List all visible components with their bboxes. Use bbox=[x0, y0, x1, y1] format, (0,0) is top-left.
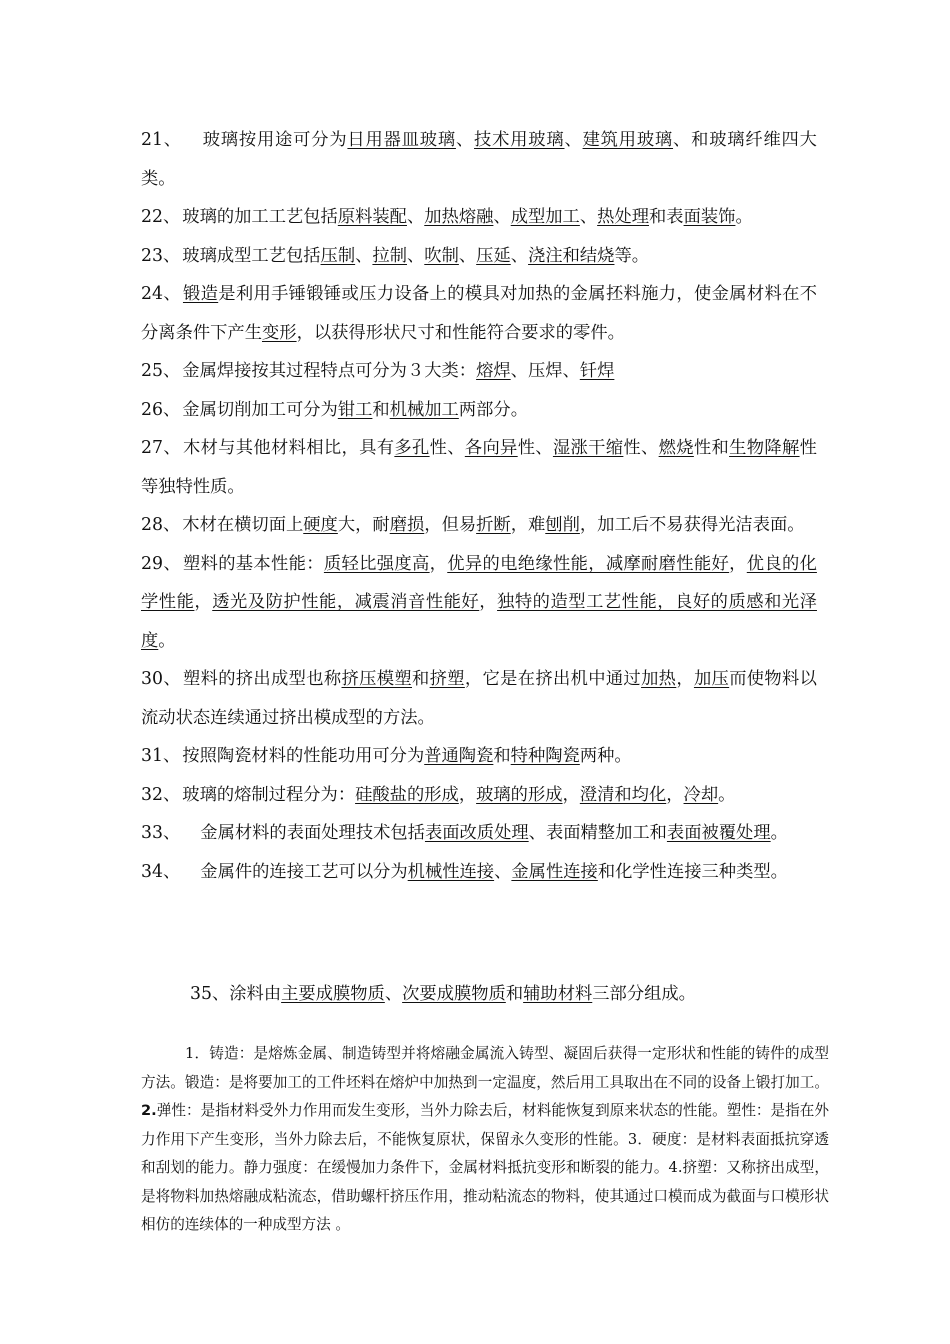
answer-blank: 吹制 bbox=[424, 245, 459, 266]
list-item: 28、 木材在横切面上硬度大，耐磨损，但易折断，难刨削，加工后不易获得光洁表面。 bbox=[141, 515, 805, 535]
list-item: 22、 玻璃的加工工艺包括原料装配、加热熔融、成型加工、热处理和表面装饰。 bbox=[141, 207, 753, 227]
answer-blank: 湿涨干缩 bbox=[552, 438, 624, 458]
item-number: 34、 bbox=[141, 861, 181, 882]
answer-blank: 质轻比强度高 bbox=[323, 553, 430, 574]
answer-blank: 加热熔融 bbox=[424, 207, 494, 227]
answer-blank: 独特的造型工艺性能，良好的质感和光泽度 bbox=[141, 592, 817, 651]
answer-blank: 生物降解 bbox=[729, 438, 800, 458]
answer-blank: 浇注和结烧 bbox=[528, 245, 615, 266]
item-number: 32、 bbox=[141, 784, 181, 805]
list-item: 26、 金属切削加工可分为钳工和机械加工两部分。 bbox=[141, 399, 528, 420]
item-number: 22、 bbox=[141, 207, 181, 227]
answer-blank: 优异的电绝缘性能，减摩耐磨性能好 bbox=[447, 553, 730, 574]
list-item: 34、 金属件的连接工艺可以分为机械性连接、金属性连接和化学性连接三种类型。 bbox=[141, 861, 788, 882]
answer-blank: 挤压模塑 bbox=[341, 669, 412, 689]
answer-blank: 主要成膜物质 bbox=[281, 984, 385, 1004]
item-number: 28、 bbox=[141, 515, 181, 535]
answer-blank: 特种陶瓷 bbox=[510, 746, 580, 766]
list-item: 32、 玻璃的熔制过程分为：硅酸盐的形成，玻璃的形成，澄清和均化，冷却。 bbox=[141, 784, 736, 805]
answer-blank: 次要成膜物质 bbox=[402, 984, 506, 1004]
answer-blank: 日用器皿玻璃 bbox=[347, 130, 456, 150]
answer-blank: 冷却 bbox=[683, 784, 719, 805]
item-number: 24、 bbox=[141, 284, 181, 304]
answer-blank: 建筑用玻璃 bbox=[582, 130, 674, 150]
item-number: 26、 bbox=[141, 399, 181, 420]
answer-blank: 表面改质处理 bbox=[424, 823, 529, 843]
answer-blank: 金属性连接 bbox=[511, 861, 598, 882]
answer-blank: 硬度 bbox=[303, 515, 338, 535]
answer-blank: 拉制 bbox=[372, 245, 407, 266]
answer-blank: 辅助材料 bbox=[523, 984, 593, 1004]
answer-blank: 加热 bbox=[641, 669, 677, 689]
answer-blank: 燃烧 bbox=[658, 438, 694, 458]
item-number: 27、 bbox=[141, 438, 181, 458]
answer-blank: 折断 bbox=[476, 515, 511, 535]
answer-blank: 技术用玻璃 bbox=[474, 130, 565, 150]
answer-blank: 热处理 bbox=[597, 207, 649, 227]
answer-blank: 锻造 bbox=[182, 284, 219, 304]
answer-blank: 成型加工 bbox=[510, 207, 580, 227]
list-item-35: 35、涂料由主要成膜物质、次要成膜物质和辅助材料三部分组成。 bbox=[190, 984, 696, 1004]
answer-blank: 表面被覆处理 bbox=[666, 823, 771, 843]
answer-blank: 钎焊 bbox=[579, 361, 615, 381]
item-number: 33、 bbox=[141, 823, 181, 843]
list-item: 25、 金属焊接按其过程特点可分为３大类：熔焊、压焊、钎焊 bbox=[141, 361, 615, 381]
answer-blank: 钳工 bbox=[337, 399, 373, 420]
answer-blank: 熔焊 bbox=[476, 361, 511, 381]
list-item: 30、 塑料的挤出成型也称挤压模塑和挤塑，它是在挤出机中通过加热，加压而使物料以流动状态连续通过挤出模成型的方法。 bbox=[141, 669, 817, 728]
answer-blank: 压制 bbox=[320, 245, 356, 266]
definitions-paragraph: 1．铸造：是熔炼金属、制造铸型并将熔融金属流入铸型、凝固后获得一定形状和性能的铸件的成型方法。锻造：是将要加工的工件坯料在熔炉中加热到一定温度，然后用工具取出在不同的设备上锻打加工。2.弹性：是指材料受外力作用而发生变形，当外力除去后，材料能恢复到原来状态的性能。塑性：是指在外力作用下产生变形，当外力除去后，不能恢复原状，保留永久变形的性能。3．硬度：是材料表面抵抗穿透和刮划的能力。静力强度：在缓慢加力条件下，金属材料抵抗变形和断裂的能力。4.挤塑：又称挤出成型，是将物料加热熔融成粘流态，借助螺杆挤压作用，推动粘流态的物料，使其通过口模而成为截面与口模形状相仿的连续体的一种成型方法 。 bbox=[141, 1045, 829, 1233]
list-item: 31、 按照陶瓷材料的性能功用可分为普通陶瓷和特种陶瓷两种。 bbox=[141, 746, 632, 766]
item-number: 31、 bbox=[141, 746, 181, 766]
answer-blank: 压延 bbox=[476, 245, 511, 266]
answer-blank: 硅酸盐的形成 bbox=[355, 784, 459, 805]
answer-blank: 澄清和均化 bbox=[579, 784, 667, 805]
answer-blank: 普通陶瓷 bbox=[424, 746, 494, 766]
list-item: 27、 木材与其他材料相比，具有多孔性、各向异性、湿涨干缩性、燃烧性和生物降解性等独特性质。 bbox=[141, 438, 817, 497]
answer-blank: 原料装配 bbox=[337, 207, 407, 227]
answer-blank: 刨削 bbox=[545, 515, 580, 535]
answer-blank: 变形 bbox=[261, 322, 297, 343]
answer-blank: 机械性连接 bbox=[407, 861, 495, 882]
item-number: 25、 bbox=[141, 361, 181, 381]
answer-blank: 透光及防护性能，减震消音性能好 bbox=[212, 592, 480, 612]
item-number: 21、 bbox=[141, 130, 182, 150]
answer-blank: 加压 bbox=[693, 669, 730, 689]
list-item: 23、 玻璃成型工艺包括压制、拉制、吹制、压延、浇注和结烧等。 bbox=[141, 245, 650, 266]
answer-blank: 机械加工 bbox=[389, 399, 459, 420]
answer-blank: 挤塑 bbox=[429, 669, 465, 689]
question-list bbox=[141, 121, 817, 891]
answer-blank: 优良的化学性能 bbox=[141, 553, 817, 612]
item-number: 30、 bbox=[141, 669, 181, 689]
answer-blank: 面装饰 bbox=[683, 207, 736, 227]
list-item: 24、 锻造是利用手锤锻锤或压力设备上的模具对加热的金属抷料施力，使金属材料在不分离条件下产生变形，以获得形状尺寸和性能符合要求的零件。 bbox=[141, 284, 817, 343]
list-item: 33、 金属材料的表面处理技术包括表面改质处理、表面精整加工和表面被覆处理。 bbox=[141, 823, 788, 843]
list-item: 29、 塑料的基本性能：质轻比强度高，优异的电绝缘性能，减摩耐磨性能好，优良的化学性能，透光及防护性能，减震消音性能好，独特的造型工艺性能，良好的质感和光泽度。 bbox=[141, 553, 817, 651]
list-item: 21、 玻璃按用途可分为日用器皿玻璃、技术用玻璃、建筑用玻璃、和玻璃纤维四大类。 bbox=[141, 130, 817, 189]
answer-blank: 多孔 bbox=[394, 438, 430, 458]
answer-blank: 各向异 bbox=[464, 438, 518, 458]
answer-blank: 玻璃的形成 bbox=[476, 784, 563, 805]
item-number: 29、 bbox=[141, 553, 181, 574]
answer-blank: 磨损 bbox=[389, 515, 425, 535]
item-number: 23、 bbox=[141, 245, 181, 266]
